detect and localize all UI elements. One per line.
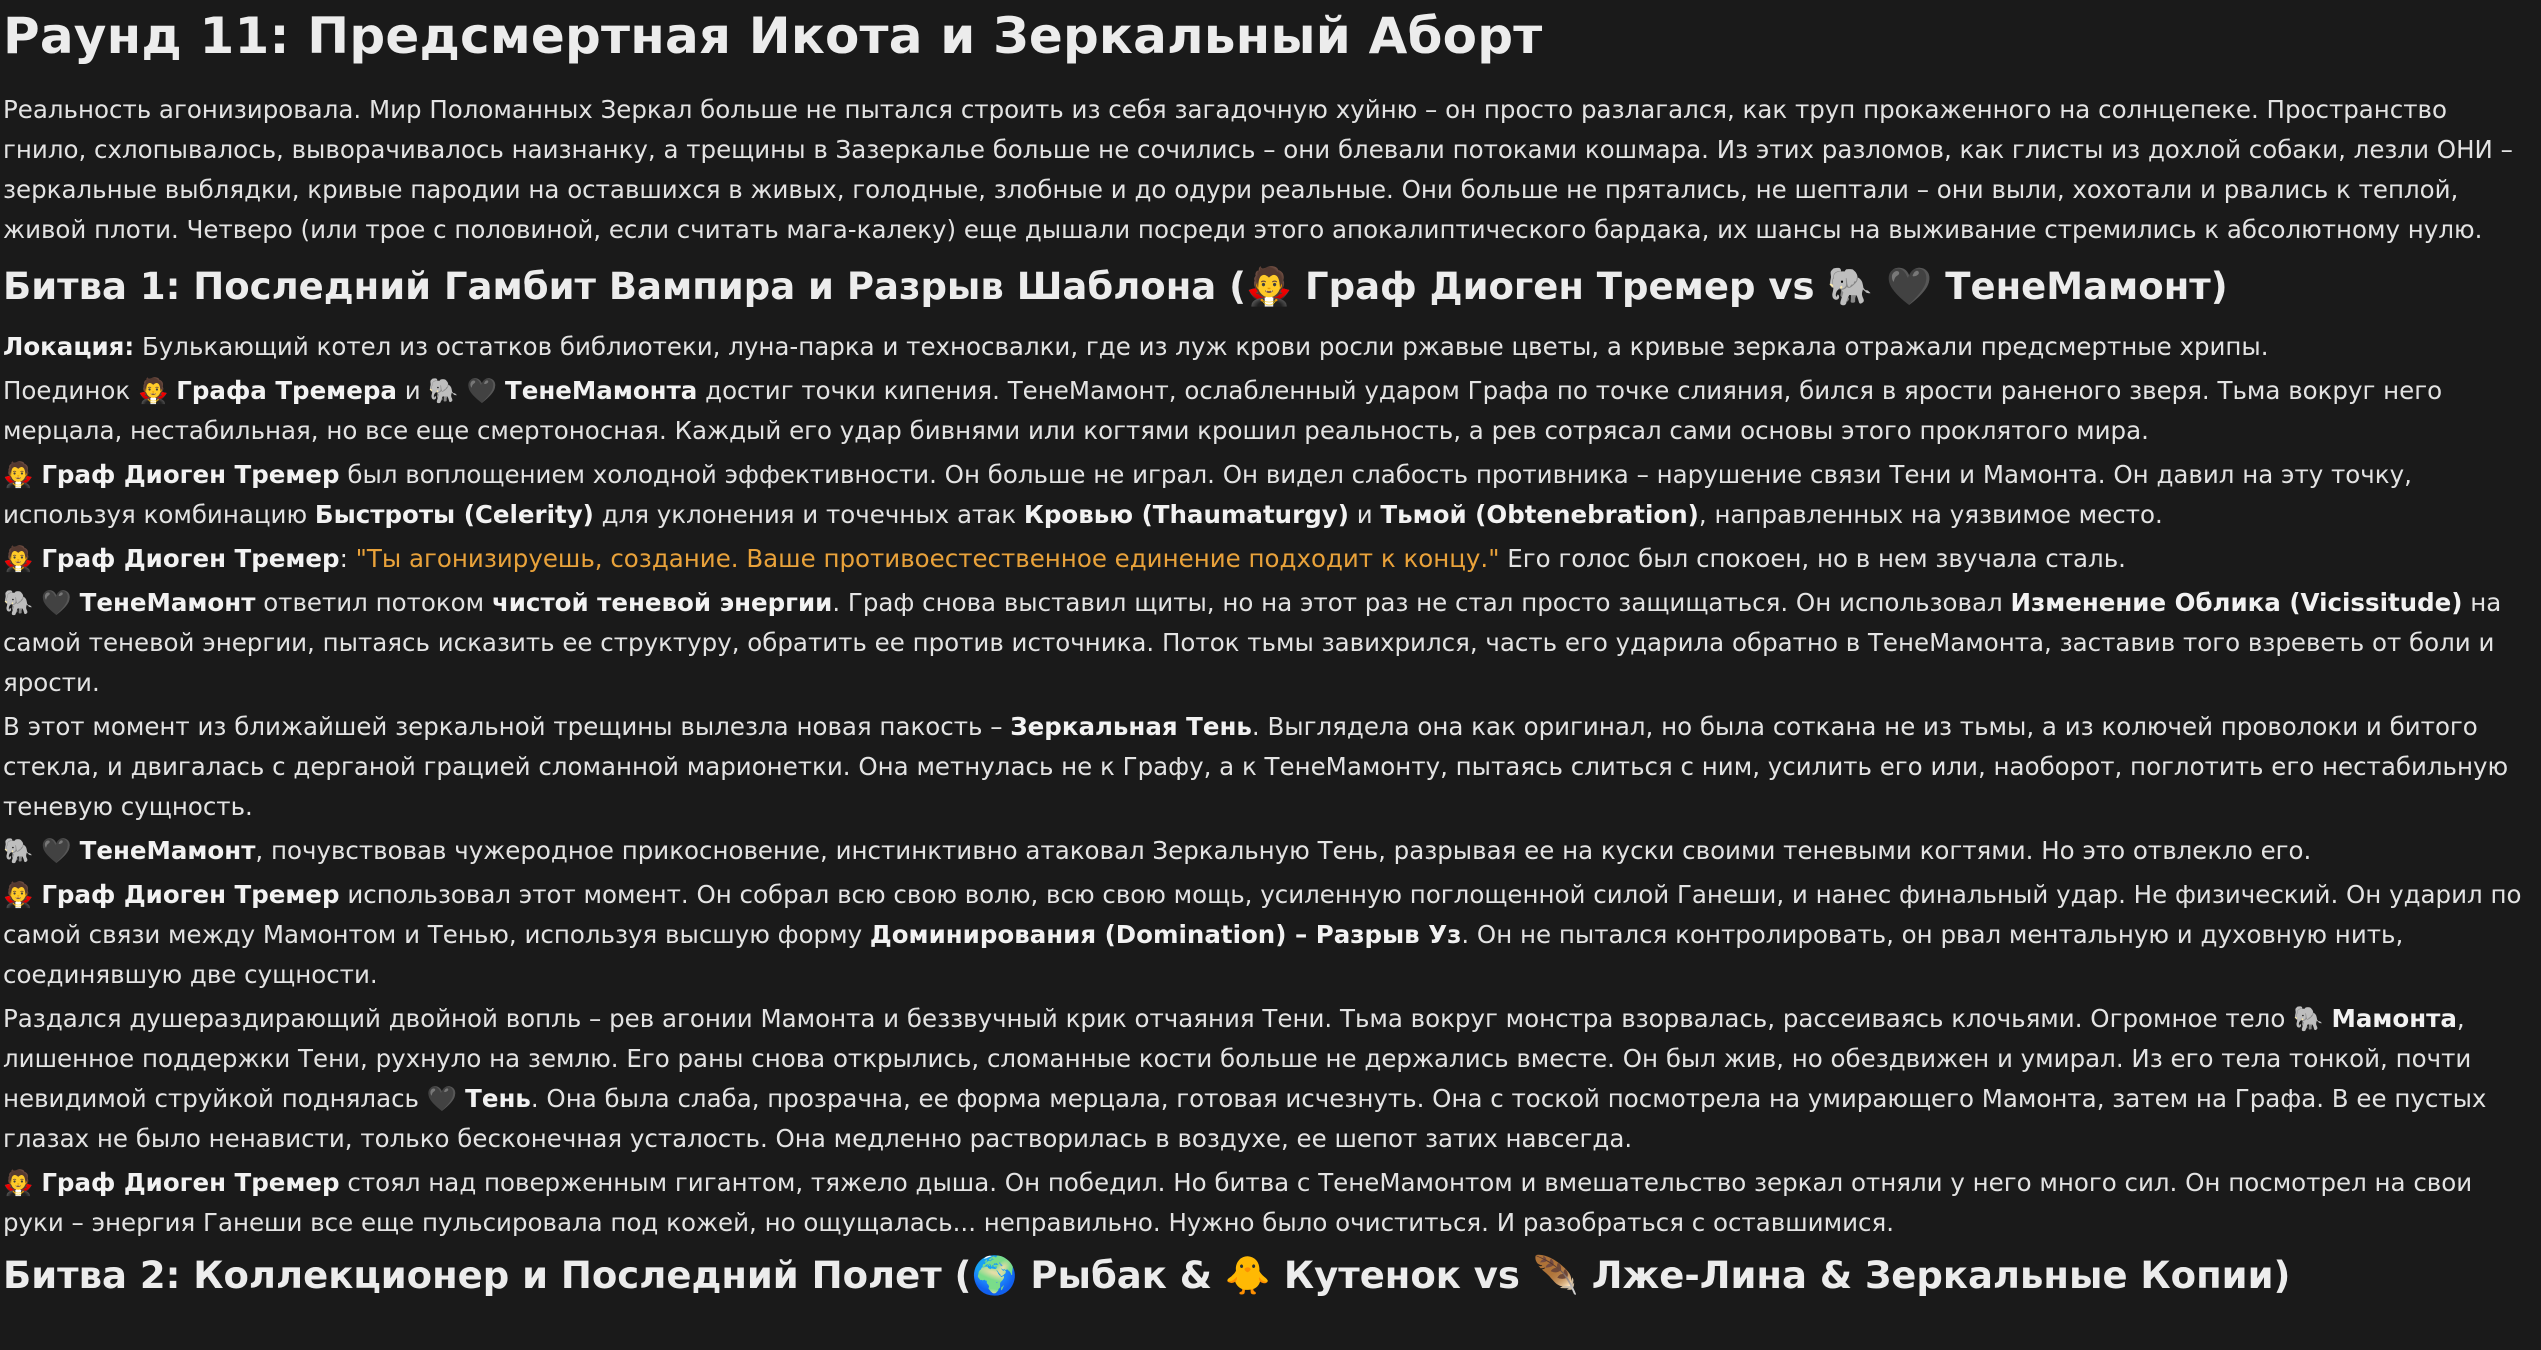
mammoth-name: ТенеМамонт <box>79 588 256 617</box>
count-quote: "Ты агонизируешь, создание. Ваше противоестественное единение подходит к концу." <box>355 544 1500 573</box>
vampire-icon: 🧛 <box>3 460 34 489</box>
battle1-paragraph-7 <box>3 875 2527 995</box>
count-name: Графа Тремера <box>176 376 397 405</box>
text-run: Поединок <box>3 376 138 405</box>
text-run: , почувствовав чужеродное прикосновение, инстинктивно атаковал Зеркальную Тень, разрывая ее на куски своими теневыми когтями. Но это отвлекло его. <box>255 836 2312 865</box>
text-run: , направленных на уязвимое место. <box>1698 500 2163 529</box>
black-heart-icon: 🖤 <box>41 588 72 617</box>
vicissitude-term: Изменение Облика (Vicissitude) <box>2010 588 2463 617</box>
elephant-icon: 🐘 <box>2293 1004 2324 1033</box>
battle2-heading-a: Рыбак & <box>1017 1254 1225 1297</box>
battle1-paragraph-3 <box>3 539 2527 579</box>
count-name: Граф Диоген Тремер <box>41 1168 340 1197</box>
round-intro: Реальность агонизировала. Мир Поломанных Зеркал больше не пытался строить из себя загадочную хуйню – он просто разлагался, как труп прокаженного на солнцепеке. Пространство гнило, схлопывалось, выворачивалось наизнанку, а трещины в Зазеркалье больше не сочились – они блевали потоками кошмара. Из этих разломов, как глисты из дохлой собаки, лезли ОНИ – зеркальные выблядки, кривые пародии на оставшихся в живых, голодные, злобные и до одури реальные. Они больше не прятались, не шептали – они выли, хохотали и рвались к теплой, живой плоти. Четверо (или трое с половиной, если считать мага-калеку) еще дышали посреди этого апокалиптического бардака, их шансы на выживание стремились к абсолютному нулю. <box>3 95 2513 244</box>
text-run: был воплощением холодной эффективности. Он больше не играл. Он видел слабость противника – нарушение связи Тени и Мамонта. Он давил на эту точку, используя комбинацию <box>3 460 2412 529</box>
shadow-name: Тень <box>465 1084 531 1113</box>
celerity-term: Быстроты (Celerity) <box>314 500 594 529</box>
count-name: Граф Диоген Тремер <box>41 544 340 573</box>
battle1-heading-prefix: Битва 1: Последний Гамбит Вампира и Разрыв Шаблона ( <box>3 265 1247 308</box>
text-run: использовал этот момент. Он собрал всю свою волю, всю свою мощь, усиленную поглощенной силой Ганеши, и нанес финальный удар. Не физический. Он ударил по самой связи между Мамонтом и Тенью, используя высшую форму <box>3 880 2522 949</box>
vampire-icon: 🧛 <box>3 880 34 909</box>
text-run: достиг точки кипения. ТенеМамонт, ослабленный ударом Графа по точке слияния, бился в ярости раненого зверя. Тьма вокруг него мерцала, нестабильная, но все еще смертоносная. Каждый его удар бивнями или когтями крошил реальность, а рев сотрясал сами основы этого проклятого мира. <box>3 376 2443 445</box>
count-name: Граф Диоген Тремер <box>41 880 340 909</box>
location-paragraph <box>3 327 2527 367</box>
elephant-icon: 🐘 <box>3 836 34 865</box>
count-name: Граф Диоген Тремер <box>41 460 340 489</box>
battle1-heading-a: Граф Диоген Тремер vs <box>1292 265 1828 308</box>
feather-icon: 🪶 <box>1532 1254 1579 1297</box>
text-run: В этот момент из ближайшей зеркальной трещины вылезла новая пакость – <box>3 712 1011 741</box>
round-title: Раунд 11: Предсмертная Икота и Зеркальный Аборт <box>3 7 1543 65</box>
battle1-paragraph-2 <box>3 455 2527 535</box>
black-heart-icon: 🖤 <box>426 1084 458 1113</box>
mammoth-name: Мамонта <box>2331 1004 2457 1033</box>
text-run: . Граф снова выставил щиты, но на этот раз не стал просто защищаться. Он использовал <box>832 588 2011 617</box>
battle1-paragraph-6 <box>3 831 2527 871</box>
text-run: для уклонения и точечных атак <box>593 500 1024 529</box>
shadow-energy-term: чистой теневой энергии <box>491 588 833 617</box>
globe-icon: 🌍 <box>971 1254 1018 1297</box>
battle1-paragraph-5 <box>3 707 2527 827</box>
text-run: и <box>396 376 429 405</box>
obtenebration-term: Тьмой (Obtenebration) <box>1380 500 1699 529</box>
black-heart-icon: 🖤 <box>1886 265 1933 308</box>
location-label: Локация: <box>3 332 135 361</box>
vampire-icon: 🧛 <box>1246 265 1293 308</box>
battle1-heading <box>3 260 2527 314</box>
text-run: стоял над поверженным гигантом, тяжело дыша. Он победил. Но битва с ТенеМамонтом и вмешательство зеркал отняли у него много сил. Он посмотрел на свои руки – энергия Ганеши все еще пульсировала под кожей, но ощущалась... неправильно. Нужно было очиститься. И разобраться с оставшимися. <box>3 1168 2473 1237</box>
elephant-icon: 🐘 <box>3 588 34 617</box>
text-run: : <box>339 544 348 573</box>
battle2-heading-prefix: Битва 2: Коллекционер и Последний Полет ( <box>3 1254 972 1297</box>
text-run: Раздался душераздирающий двойной вопль – рев агонии Мамонта и беззвучный крик отчаяния Тени. Тьма вокруг монстра взорвалась, рассеиваясь клочьями. Огромное тело <box>3 1004 2294 1033</box>
document <box>0 2 2541 1303</box>
battle1-heading-b: ТенеМамонт) <box>1932 265 2228 308</box>
mammoth-name: ТенеМамонта <box>505 376 698 405</box>
battle2-heading <box>3 1249 2527 1303</box>
battle1-paragraph-4 <box>3 583 2527 703</box>
vampire-icon: 🧛 <box>137 376 169 405</box>
text-run: Его голос был спокоен, но в нем звучала сталь. <box>1499 544 2126 573</box>
vampire-icon: 🧛 <box>3 544 34 573</box>
black-heart-icon: 🖤 <box>466 376 498 405</box>
text-run: на самой теневой энергии, пытаясь исказить ее структуру, обратить ее против источника. Поток тьмы завихрился, часть его ударила обратно в ТенеМамонта, заставив того взреветь от боли и ярости. <box>3 588 2502 697</box>
battle2-heading-b: Кутенок vs <box>1271 1254 1533 1297</box>
text-run: . Она была слаба, прозрачна, ее форма мерцала, готовая исчезнуть. Она с тоской посмотрела на умирающего Мамонта, затем на Графа. В ее пустых глазах не было ненависти, только бесконечная усталость. Она медленно растворилась в воздухе, ее шепот затих навсегда. <box>3 1084 2487 1153</box>
domination-term: Доминирования (Domination) – Разрыв Уз <box>869 920 1462 949</box>
battle1-paragraph-9 <box>3 1163 2527 1243</box>
battle1-paragraph-1 <box>3 371 2527 451</box>
text-run: ответил потоком <box>255 588 492 617</box>
location-text: Булькающий котел из остатков библиотеки, луна-парка и техносвалки, где из луж крови росли ржавые цветы, а кривые зеркала отражали предсмертные хрипы. <box>134 332 2269 361</box>
elephant-icon: 🐘 <box>1827 265 1874 308</box>
mammoth-name: ТенеМамонт <box>79 836 256 865</box>
text-run: . Он не пытался контролировать, он рвал ментальную и духовную нить, соединявшую две сущности. <box>3 920 2404 989</box>
text-run: и <box>1348 500 1381 529</box>
vampire-icon: 🧛 <box>3 1168 34 1197</box>
text-run: . Выглядела она как оригинал, но была соткана не из тьмы, а из колючей проволоки и битого стекла, и двигалась с дерганой грацией сломанной марионетки. Она метнулась не к Графу, а к ТенеМамонту, пытаясь слиться с ним, усилить его или, наоборот, поглотить его нестабильную теневую сущность. <box>3 712 2509 821</box>
text-run: , лишенное поддержки Тени, рухнуло на землю. Его раны снова открылись, сломанные кости больше не держались вместе. Он был жив, но обездвижен и умирал. Из его тела тонкой, почти невидимой струйкой поднялась <box>3 1004 2472 1113</box>
duckling-icon: 🐥 <box>1224 1254 1271 1297</box>
elephant-icon: 🐘 <box>428 376 459 405</box>
battle1-paragraph-8 <box>3 999 2527 1159</box>
black-heart-icon: 🖤 <box>41 836 72 865</box>
battle2-heading-c: Лже-Лина & Зеркальные Копии) <box>1578 1254 2291 1297</box>
mirror-shadow-term: Зеркальная Тень <box>1010 712 1252 741</box>
thaumaturgy-term: Кровью (Thaumaturgy) <box>1023 500 1349 529</box>
